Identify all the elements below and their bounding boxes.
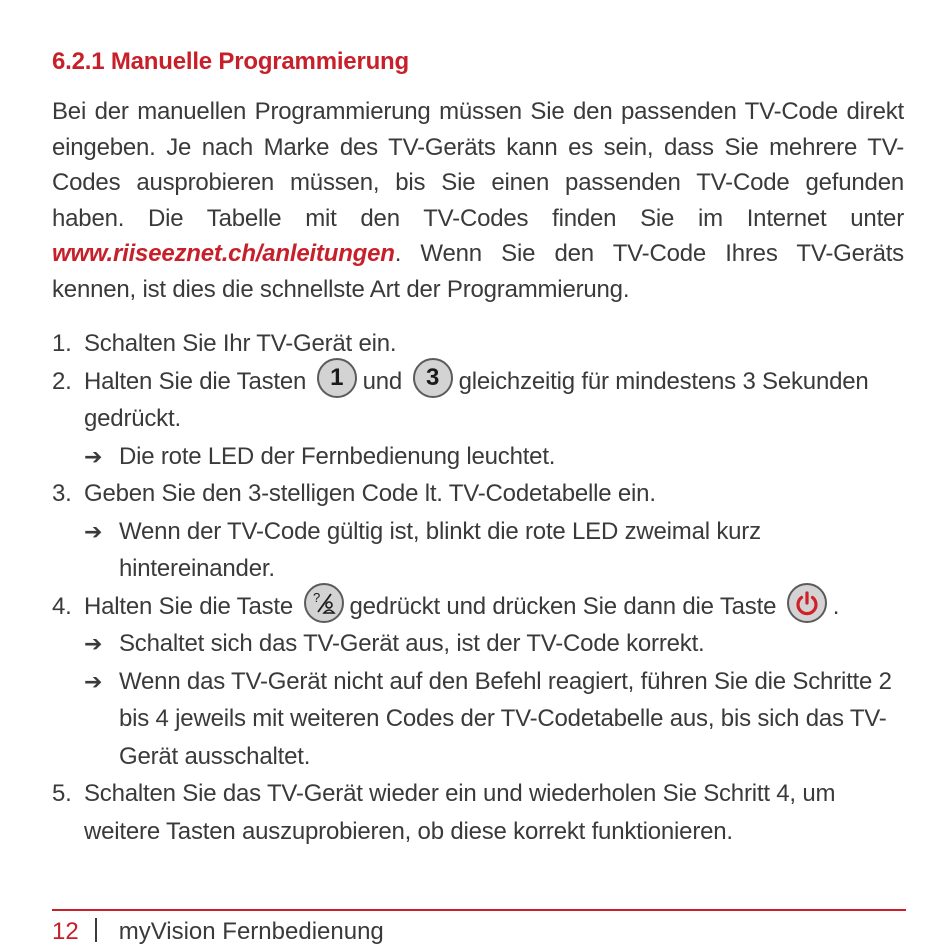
- step-result: [84, 513, 904, 588]
- help-setup-key-icon: [304, 583, 344, 623]
- step-number: 2.: [52, 367, 72, 395]
- key-3-icon: [413, 358, 453, 398]
- key-3-label: 3: [425, 364, 440, 392]
- step-number: 1.: [52, 330, 72, 357]
- steps-list: [52, 325, 904, 850]
- intro-paragraph: [52, 94, 904, 307]
- step-text-a: Halten Sie die Taste: [84, 592, 294, 620]
- step-result: [84, 625, 904, 663]
- step-number: 4.: [52, 592, 72, 620]
- instructions-link[interactable]: www.riiseeznet.ch/anleitungen: [52, 240, 395, 267]
- step-1: [52, 325, 904, 363]
- step-text-b: gedrückt und drücken Sie dann die Taste: [349, 592, 777, 620]
- step-text: Schalten Sie das TV-Gerät wieder ein und wiederholen Sie Schritt 4, um weitere Tasten auszuprobieren, ob diese korrekt funktionieren.: [84, 780, 836, 845]
- intro-text-before: Bei der manuellen Programmierung müssen Sie den passenden TV-Code direkt eingeben. Je nach Marke des TV-Geräts kann es sein, dass Sie mehrere TV-Codes ausprobieren müssen, bis Sie einen passenden TV-Code gefunden haben. Die Tabelle mit den TV-Codes finden Sie im Internet unter: [52, 98, 904, 232]
- step-text-c: .: [832, 592, 840, 620]
- step-5: [52, 775, 904, 850]
- help-setup-glyph: [309, 588, 339, 618]
- page-footer: [52, 915, 384, 949]
- step-text: Schalten Sie Ihr TV-Gerät ein.: [84, 330, 397, 357]
- page-number: 12: [52, 918, 79, 945]
- result-text: Wenn das TV-Gerät nicht auf den Befehl reagiert, führen Sie die Schritte 2 bis 4 jeweils mit weiteren Codes der TV-Codetabelle aus, bis sich das TV-Gerät ausschaltet.: [119, 667, 892, 770]
- step-text: Geben Sie den 3-stelligen Code lt. TV-Codetabelle ein.: [84, 480, 656, 507]
- step-text-c: gleichzeitig für mindestens 3 Sekunden gedrückt.: [84, 367, 869, 432]
- result-text: Wenn der TV-Code gültig ist, blinkt die rote LED zweimal kurz hintereinander.: [119, 517, 761, 582]
- arrow-right-icon: ➔: [84, 631, 103, 656]
- footer-divider: [52, 909, 906, 911]
- svg-text:?: ?: [312, 590, 320, 606]
- arrow-right-icon: ➔: [84, 668, 103, 694]
- power-glyph: [792, 588, 822, 618]
- step-2: [52, 363, 904, 476]
- key-1-label: 1: [330, 364, 344, 392]
- step-number: 5.: [52, 780, 72, 807]
- result-text: Die rote LED der Fernbedienung leuchtet.: [119, 442, 556, 470]
- arrow-right-icon: ➔: [84, 443, 103, 469]
- result-text: Schaltet sich das TV-Gerät aus, ist der TV-Code korrekt.: [119, 630, 705, 657]
- arrow-right-icon: ➔: [84, 518, 103, 544]
- intro-text-after: . Wenn Sie den TV-Code Ihres TV-Geräts kennen, ist dies die schnellste Art der Programmierung.: [52, 240, 904, 303]
- step-text-a: Halten Sie die Tasten: [84, 367, 307, 395]
- footer-separator: [95, 918, 97, 942]
- step-text-b: und: [362, 367, 403, 395]
- step-result: [84, 663, 904, 776]
- step-result: [84, 438, 904, 476]
- key-1-icon: [317, 358, 357, 398]
- step-3: [52, 475, 904, 588]
- step-4: [52, 588, 904, 776]
- section-heading: 6.2.1 Manuelle Programmierung: [52, 48, 409, 75]
- power-key-icon: [787, 583, 827, 623]
- page-content: [52, 46, 904, 850]
- footer-title: myVision Fernbedienung: [118, 918, 384, 945]
- step-number: 3.: [52, 480, 72, 507]
